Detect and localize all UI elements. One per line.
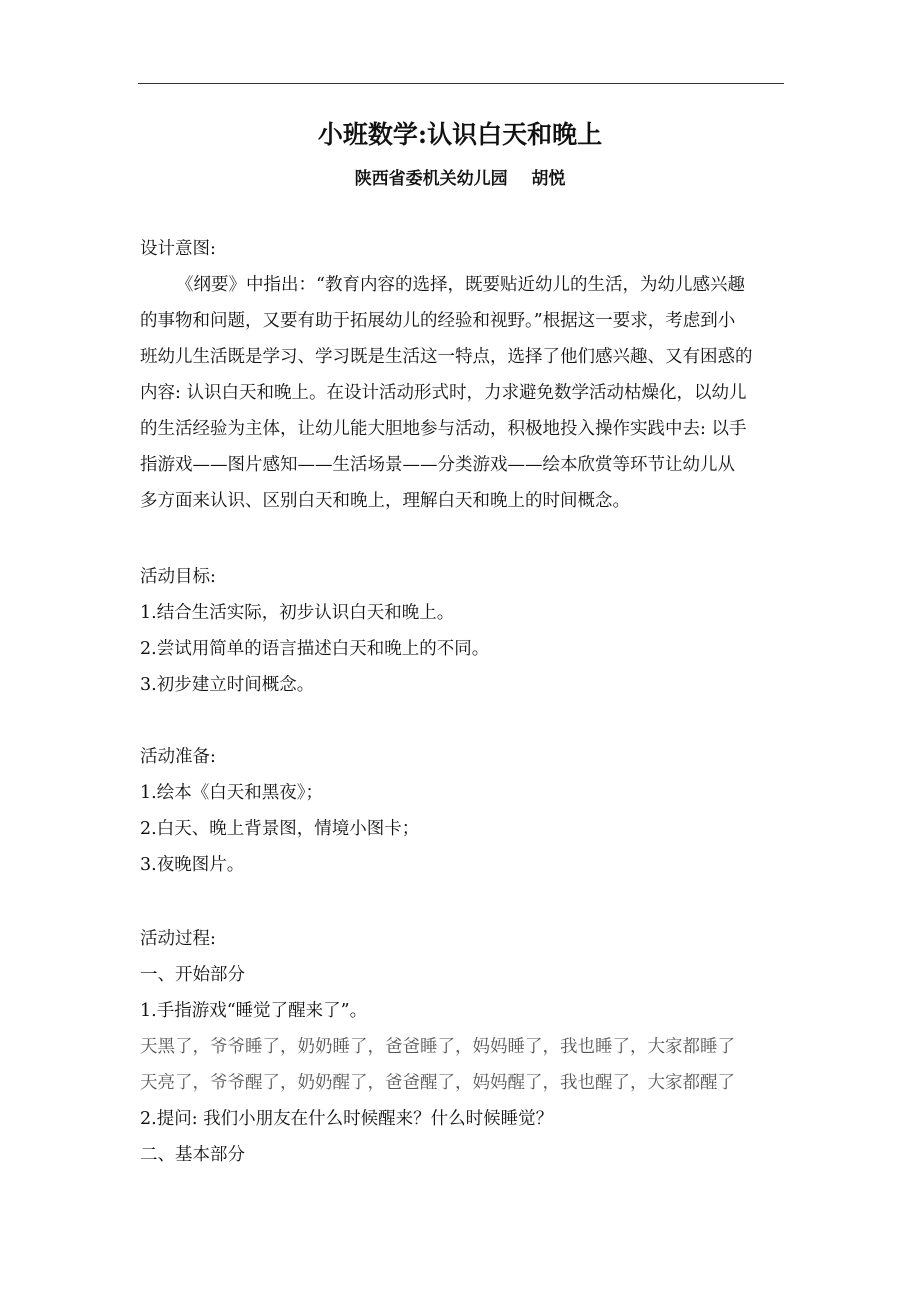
design-paragraph-line: 的生活经验为主体，让幼儿能大胆地参与活动，积极地投入操作实践中去: 以手 — [140, 419, 747, 439]
section-heading-prep: 活动准备: — [140, 747, 216, 767]
goal-item: 3.初步建立时间概念。 — [140, 675, 315, 695]
rhyme-line: 天亮了，爷爷醒了，奶奶醒了，爸爸醒了，妈妈醒了，我也醒了，大家都醒了 — [140, 1073, 735, 1093]
prep-item: 2.白天、晚上背景图，情境小图卡； — [140, 819, 420, 839]
design-paragraph-line: 内容: 认识白天和晚上。在设计活动形式时，力求避免数学活动枯燥化，以幼儿 — [140, 383, 747, 403]
goal-item: 1.结合生活实际，初步认识白天和晚上。 — [140, 603, 455, 623]
document-author: 陕西省委机关幼儿园 胡悦 — [354, 169, 566, 189]
header-rule — [138, 83, 784, 84]
process-step: 1.手指游戏“睡觉了醒来了”。 — [140, 1001, 368, 1021]
process-step: 2.提问: 我们小朋友在什么时候醒来？什么时候睡觉？ — [140, 1109, 554, 1129]
design-paragraph-line: 《纲要》中指出：“教育内容的选择，既要贴近幼儿的生活，为幼儿感兴趣 — [176, 275, 745, 295]
section-heading-process: 活动过程: — [140, 929, 216, 949]
prep-item: 1.绘本《白天和黑夜》； — [140, 783, 323, 803]
section-heading-goals: 活动目标: — [140, 567, 216, 587]
process-part-heading: 二、基本部分 — [140, 1145, 245, 1165]
prep-item: 3.夜晚图片。 — [140, 855, 245, 875]
rhyme-line: 天黑了，爷爷睡了，奶奶睡了，爸爸睡了，妈妈睡了，我也睡了，大家都睡了 — [140, 1037, 735, 1057]
design-paragraph-line: 指游戏——图片感知——生活场景——分类游戏——绘本欣赏等环节让幼儿从 — [140, 455, 735, 475]
document-title: 小班数学:认识白天和晚上 — [317, 120, 603, 149]
design-paragraph-line: 多方面来认识、区别白天和晚上，理解白天和晚上的时间概念。 — [140, 491, 630, 511]
design-paragraph-line: 班幼儿生活既是学习、学习既是生活这一特点，选择了他们感兴趣、又有困惑的 — [140, 347, 753, 367]
process-part-heading: 一、开始部分 — [140, 965, 245, 985]
goal-item: 2.尝试用简单的语言描述白天和晚上的不同。 — [140, 639, 490, 659]
section-heading-design: 设计意图: — [140, 239, 216, 259]
design-paragraph-line: 的事物和问题，又要有助于拓展幼儿的经验和视野。”根据这一要求，考虑到小 — [140, 311, 736, 331]
